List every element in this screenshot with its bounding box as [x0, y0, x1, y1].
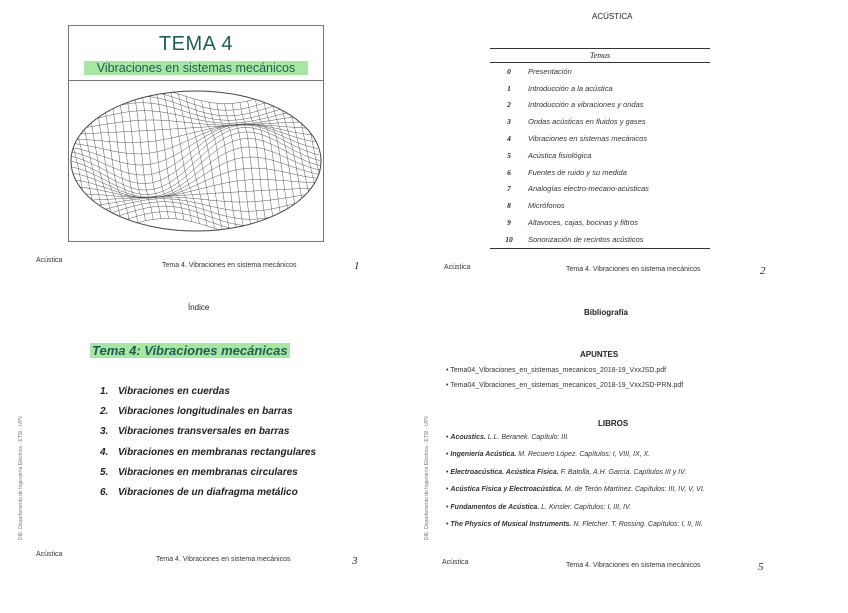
topic-number: 4	[507, 134, 511, 144]
mesh-line	[155, 88, 184, 220]
book-details: M. de Terón Martínez. Capítulos: III, IV, V, VI.	[564, 486, 705, 494]
item-text: Vibraciones de un diafragma metálico	[118, 486, 298, 498]
file-name: Tema04_Vibraciones_en_sistemas_mecanicos_2018-19_VxxJSD.pdf	[450, 367, 667, 374]
slide-title: Tema 4: Vibraciones mecánicas	[92, 343, 288, 358]
list-item	[100, 426, 316, 446]
slide-header: Bibliografía	[584, 308, 629, 317]
page-number: 3	[352, 555, 358, 567]
table-row	[490, 164, 710, 181]
side-label: DIE. Departamento de Ingeniería Eléctrica - ETSI - UPV	[424, 415, 430, 540]
mesh-line	[278, 92, 307, 224]
topic-title: Fuentes de ruido y su medida	[528, 167, 627, 177]
topic-number: 1	[507, 83, 511, 93]
topic-number: 8	[507, 201, 511, 211]
footer-left: Acústica	[36, 257, 63, 264]
item-number: 4.	[100, 446, 109, 458]
book-title: Ingeniería Acústica.	[450, 451, 517, 459]
apuntes-heading: APUNTES	[580, 350, 619, 359]
mesh-line	[286, 90, 315, 222]
book-title: Fundamentos de Acústica.	[450, 503, 540, 511]
mesh-line	[73, 157, 323, 198]
book-item: • Electroacústica. Acústica Física. F. Batolla, A.H. García. Capítulos III y IV.	[446, 468, 687, 476]
book-item: • Fundamentos de Acústica. L. Kinsler. Capítulos: I, III, IV.	[446, 503, 632, 511]
book-title: Acústica Física y Electroacústica.	[450, 486, 563, 494]
book-item: • Acústica Física y Electroacústica. M. de Terón Martínez. Capítulos: III, IV, V, VI.	[446, 486, 705, 494]
topic-number: 5	[507, 150, 511, 160]
item-number: 1.	[100, 386, 109, 397]
mesh-figure	[68, 79, 324, 242]
topic-title: Introducción a la acústica	[528, 83, 613, 93]
mesh-line	[83, 212, 323, 232]
table-row	[490, 63, 710, 80]
mesh-line	[69, 124, 317, 165]
footer-left: Acústica	[444, 264, 471, 271]
topic-number: 6	[507, 167, 511, 177]
topic-title: Introducción a vibraciones y ondas	[528, 100, 644, 110]
vibration-mode-plot	[69, 79, 323, 241]
slide-subtitle: Vibraciones en sistemas mecánicos	[84, 61, 308, 75]
topic-title: Presentación	[528, 66, 572, 76]
item-text: Vibraciones en membranas rectangulares	[118, 446, 317, 458]
book-details: M. Recuero López. Capítulos: I, VIII, IX, X.	[518, 451, 651, 459]
topic-title: Acústica fisiológica	[528, 150, 592, 160]
item-number: 3.	[100, 426, 109, 438]
apuntes-item: • Tema04_Vibraciones_en_sistemas_mecanicos_2018-19_VxxJSD.pdf	[446, 367, 667, 374]
footer-center: Tema 4. Vibraciones en sistema mecánicos	[162, 262, 297, 269]
topic-title: Analogías electro-mecano-acústicas	[528, 184, 649, 194]
table-row	[490, 214, 710, 231]
item-text: Vibraciones en membranas circulares	[118, 466, 298, 478]
topic-number: 0	[507, 66, 511, 76]
mesh-line	[201, 101, 230, 233]
book-item: • The Physics of Musical Instruments. N. Fletcher. T. Rossing. Capítulos: I, II, III.	[446, 521, 703, 528]
topic-title: Sonorización de recintos acústicos	[528, 234, 644, 244]
item-number: 5.	[100, 466, 109, 478]
apuntes-item: • Tema04_Vibraciones_en_sistemas_mecanicos_2018-19_VxxJSD-PRN.pdf	[446, 382, 684, 389]
table-row	[490, 97, 710, 114]
page-number: 2	[760, 265, 766, 277]
topic-number: 3	[507, 117, 511, 127]
mesh-line	[76, 180, 324, 198]
table-row	[490, 80, 710, 97]
book-item: • Acoustics. L.L. Beranek. Capítulo: III.	[446, 434, 570, 441]
book-details: L. Kinsler. Capítulos: I, III, IV.	[541, 503, 632, 511]
topic-title: Vibraciones en sistemas mecánicos	[528, 134, 648, 144]
mesh-line	[74, 168, 323, 198]
book-item: • Ingeniería Acústica. M. Recuero López. Capítulos: I, VIII, IX, X.	[446, 451, 651, 459]
table-row	[490, 113, 710, 130]
topic-title: Ondas acústicas en fluidos y gases	[528, 117, 646, 127]
topic-title: Micrófonos	[528, 201, 565, 211]
index-list	[100, 386, 316, 507]
mesh-line	[78, 100, 107, 232]
title-box	[68, 25, 324, 81]
table-header: Temas	[490, 48, 710, 63]
list-item	[100, 386, 316, 406]
item-number: 2.	[100, 406, 109, 418]
mesh-line	[294, 88, 323, 220]
item-number: 6.	[100, 486, 109, 498]
page-number: 1	[354, 260, 360, 272]
mesh-line	[209, 102, 238, 234]
topic-title: Altavoces, cajas, bocinas y filtros	[528, 218, 639, 228]
mesh-line	[69, 105, 84, 237]
book-details: F. Batolla, A.H. García. Capítulos III y IV.	[560, 468, 687, 476]
list-item	[100, 467, 316, 487]
mesh-line	[69, 121, 313, 135]
item-text: Vibraciones en cuerdas	[118, 386, 230, 397]
book-details: N. Fletcher. T. Rossing. Capítulos: I, II, III.	[573, 521, 703, 528]
topics-table	[490, 48, 710, 249]
list-item	[100, 406, 316, 426]
slide-header: ACÚSTICA	[592, 12, 633, 21]
topic-number: 7	[507, 184, 511, 194]
book-details: L.L. Beranek. Capítulo: III.	[487, 434, 570, 441]
book-title: The Physics of Musical Instruments.	[450, 521, 572, 528]
table-row	[490, 147, 710, 164]
list-item	[100, 447, 316, 467]
mesh-lines	[69, 86, 323, 237]
table-row	[490, 181, 710, 198]
libros-heading: LIBROS	[598, 419, 629, 428]
slide-title: TEMA 4	[158, 33, 234, 55]
item-text: Vibraciones transversales en barras	[118, 426, 290, 438]
footer-left: Acústica	[36, 551, 63, 558]
topic-number: 2	[507, 100, 511, 110]
mesh-line	[86, 97, 115, 229]
item-text: Vibraciones longitudinales en barras	[118, 406, 293, 418]
topic-number: 9	[507, 218, 511, 228]
side-label: DIE. Departamento de Ingeniería Eléctrica - ETSI - UPV	[18, 415, 24, 540]
page-number: 5	[758, 561, 764, 573]
topic-number: 10	[505, 234, 513, 244]
table-row	[490, 231, 710, 249]
mesh-line	[69, 125, 314, 143]
mesh-line	[84, 218, 323, 237]
book-title: Acoustics.	[450, 434, 486, 441]
footer-left: Acústica	[442, 559, 469, 566]
file-name: Tema04_Vibraciones_en_sistemas_mecanicos_2018-19_VxxJSD-PRN.pdf	[450, 382, 684, 389]
book-title: Electroacústica. Acústica Física.	[450, 468, 559, 476]
footer-center: Tema 4. Vibraciones en sistema mecánicos	[566, 562, 701, 569]
table-row	[490, 197, 710, 214]
footer-center: Tema 4. Vibraciones en sistema mecánicos	[566, 266, 701, 273]
footer-center: Tema 4. Vibraciones en sistema mecánicos	[156, 556, 291, 563]
table-row	[490, 130, 710, 147]
mesh-line	[69, 124, 316, 154]
list-item	[100, 487, 316, 507]
slide-header: Índice	[188, 303, 210, 312]
topic-rows	[490, 63, 710, 249]
